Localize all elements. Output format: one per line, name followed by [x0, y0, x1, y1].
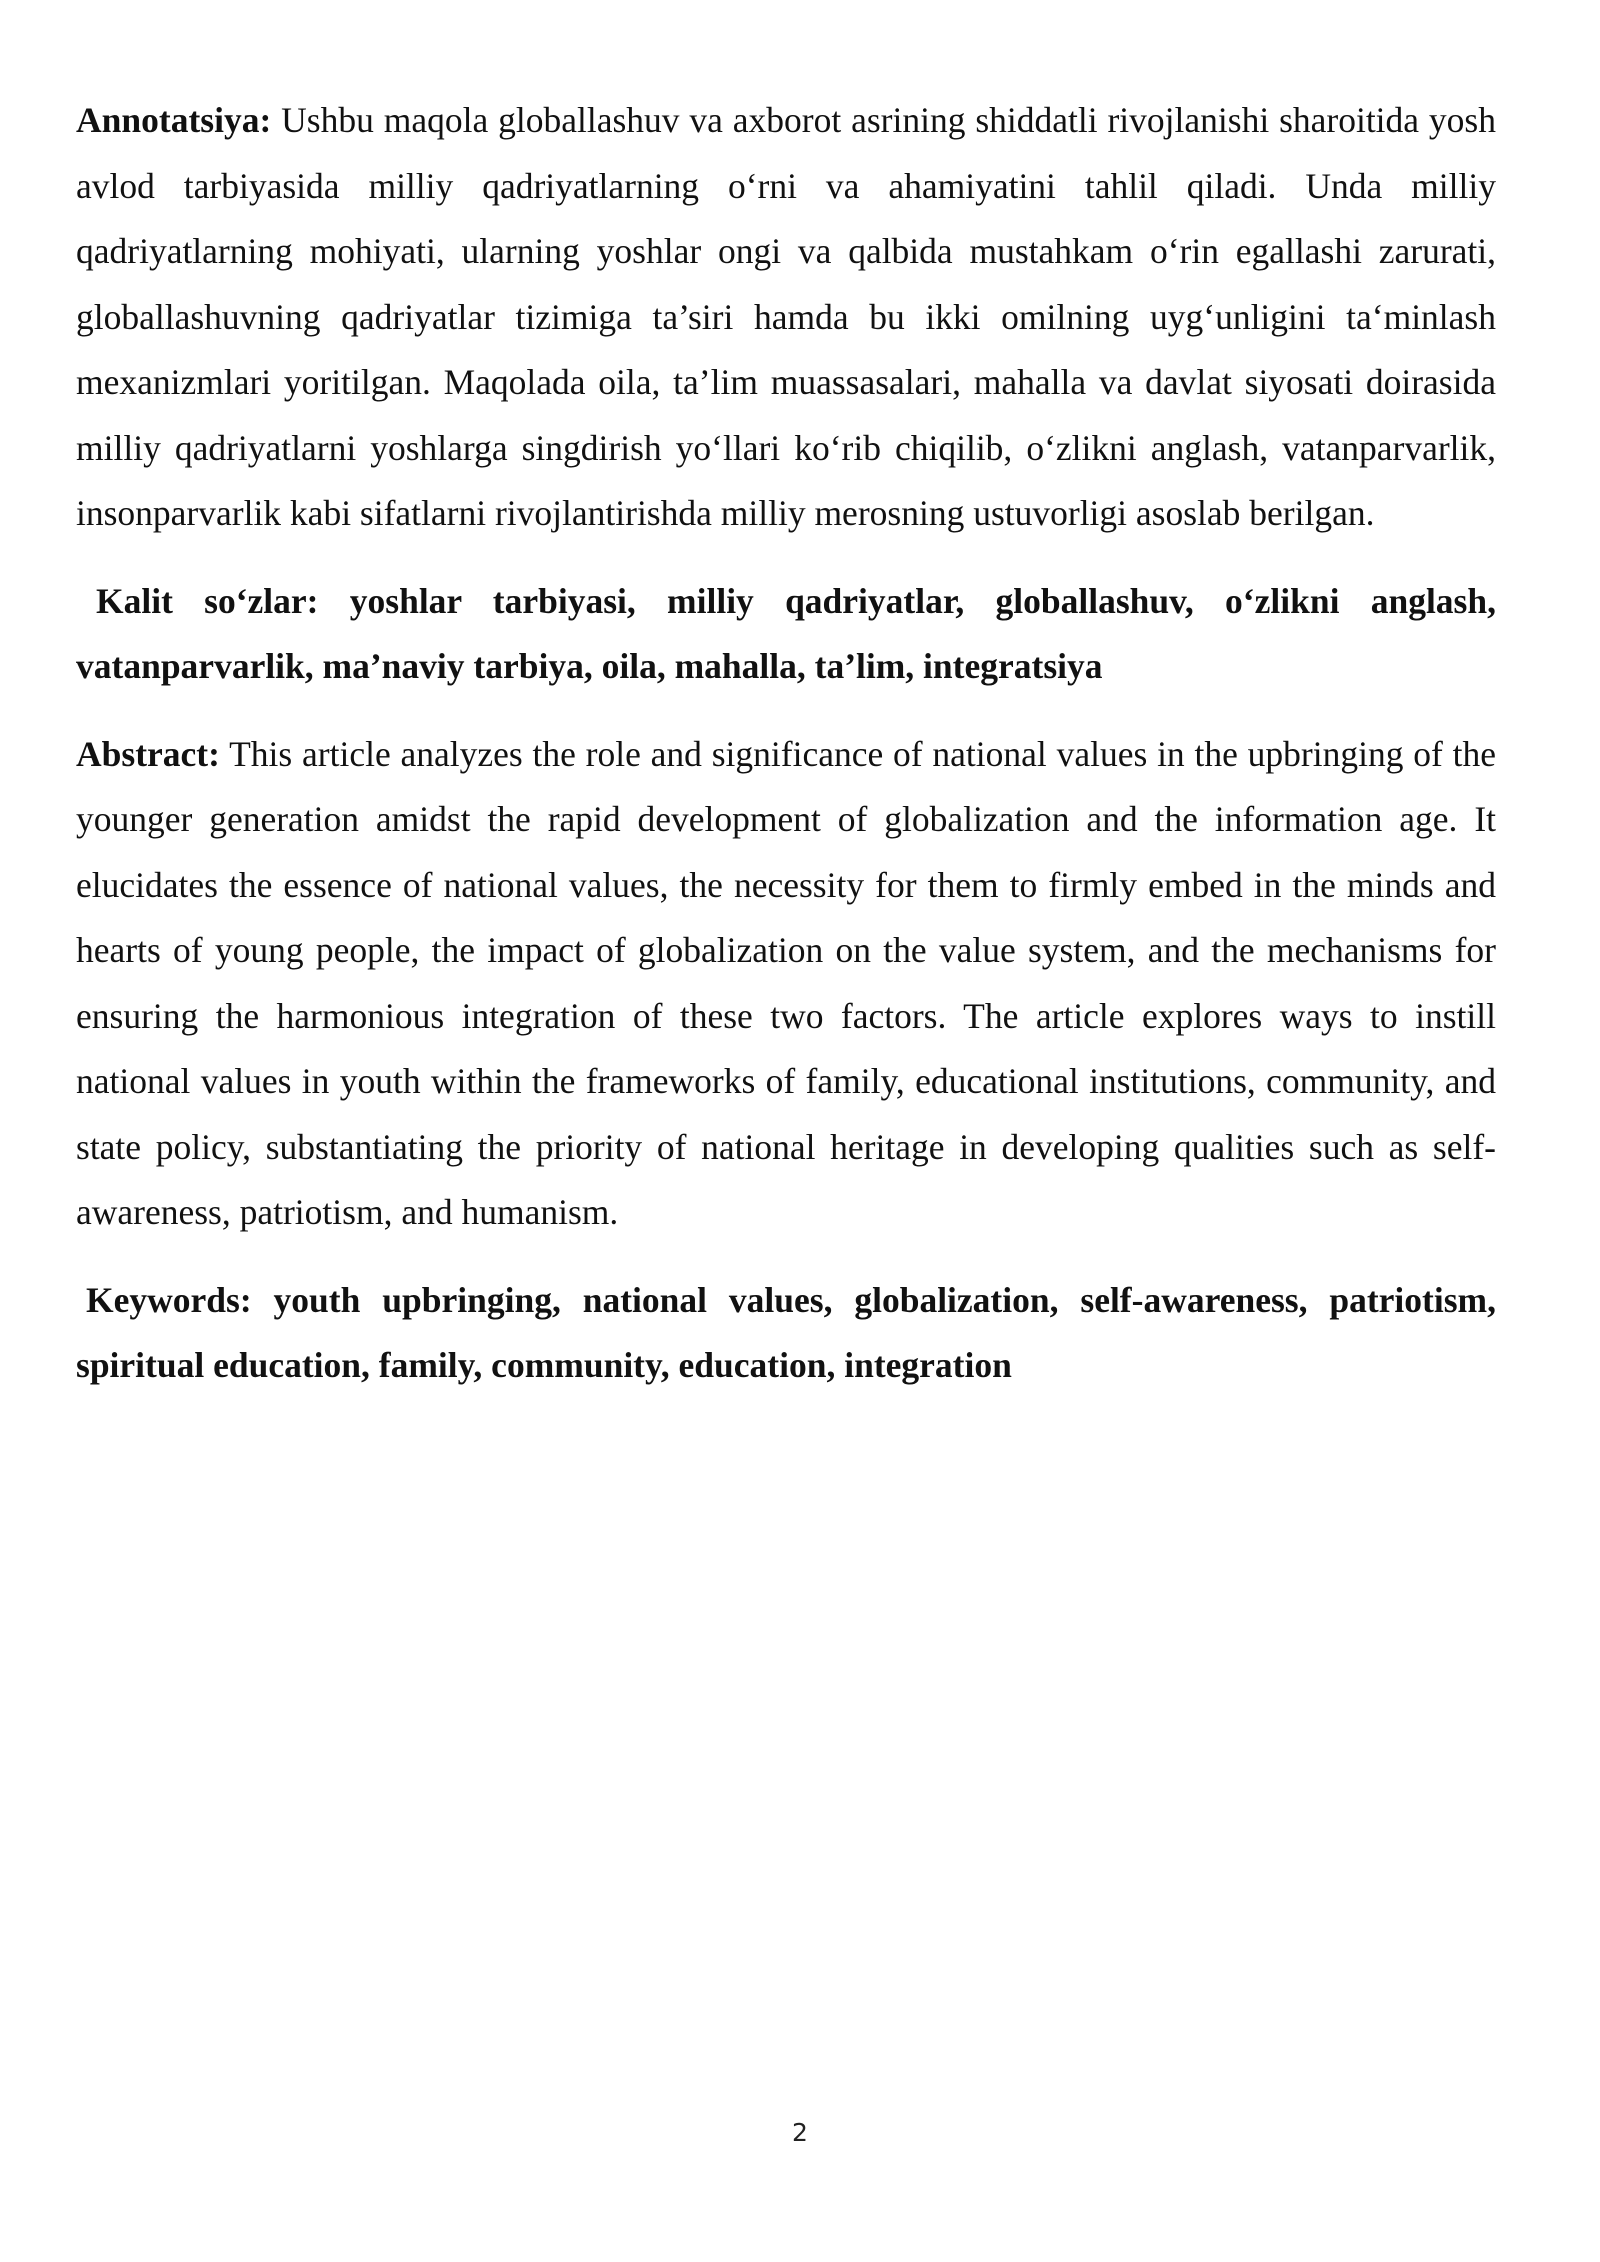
en-abstract-text: This article analyzes the role and significance of national values in the upbringing of the younger generation amidst the rapid development of globalization and the information age. It elucidates the essence of national values, the necessity for them to firmly embed in the minds and hearts of young people, the impact of globalization on the value system, and the mechanisms for ensuring the harmonious integration of these two factors. The article explores ways to instill national values in youth within the frameworks of family, educational institutions, community, and state policy, substantiating the priority of national heritage in developing qualities such as self-awareness, patriotism, and humanism.: [76, 733, 1496, 1232]
en-keywords-paragraph: [76, 1268, 1496, 1399]
uz-abstract-paragraph: [76, 88, 1496, 547]
uz-abstract-label: Annotatsiya:: [76, 100, 272, 140]
uz-abstract-text: Ushbu maqola globallashuv va axborot asrining shiddatli rivojlanishi sharoitida yosh avlod tarbiyasida milliy qadriyatlarning o‘rni va ahamiyatini tahlil qiladi. Unda milliy qadriyatlarning mohiyati, ularning yoshlar ongi va qalbida mustahkam o‘rin egallashi zarurati, globallashuvning qadriyatlar tizimiga ta’siri hamda bu ikki omilning uyg‘unligini ta‘minlash mexanizmlari yoritilgan. Maqolada oila, ta’lim muassasalari, mahalla va davlat siyosati doirasida milliy qadriyatlarni yoshlarga singdirish yo‘llari ko‘rib chiqilib, o‘zlikni anglash, vatanparvarlik, insonparvarlik kabi sifatlarni rivojlantirishda milliy merosning ustuvorligi asoslab berilgan.: [76, 100, 1496, 533]
document-page: [76, 88, 1496, 1399]
en-abstract-paragraph: [76, 722, 1496, 1246]
en-abstract-label: Abstract:: [76, 733, 220, 774]
uz-keywords-label: Kalit so‘zlar:: [96, 580, 319, 621]
page-number: 2: [792, 2118, 808, 2147]
en-keywords-label: Keywords:: [86, 1279, 252, 1320]
en-keywords-text: youth upbringing, national values, globalization, self-awareness, patriotism, spiritual education, family, community, education, integration: [76, 1279, 1496, 1385]
uz-keywords-paragraph: [76, 569, 1496, 700]
uz-keywords-text: yoshlar tarbiyasi, milliy qadriyatlar, globallashuv, o‘zlikni anglash, vatanparvarlik, ma’naviy tarbiya, oila, mahalla, ta’lim, integratsiya: [76, 580, 1496, 686]
